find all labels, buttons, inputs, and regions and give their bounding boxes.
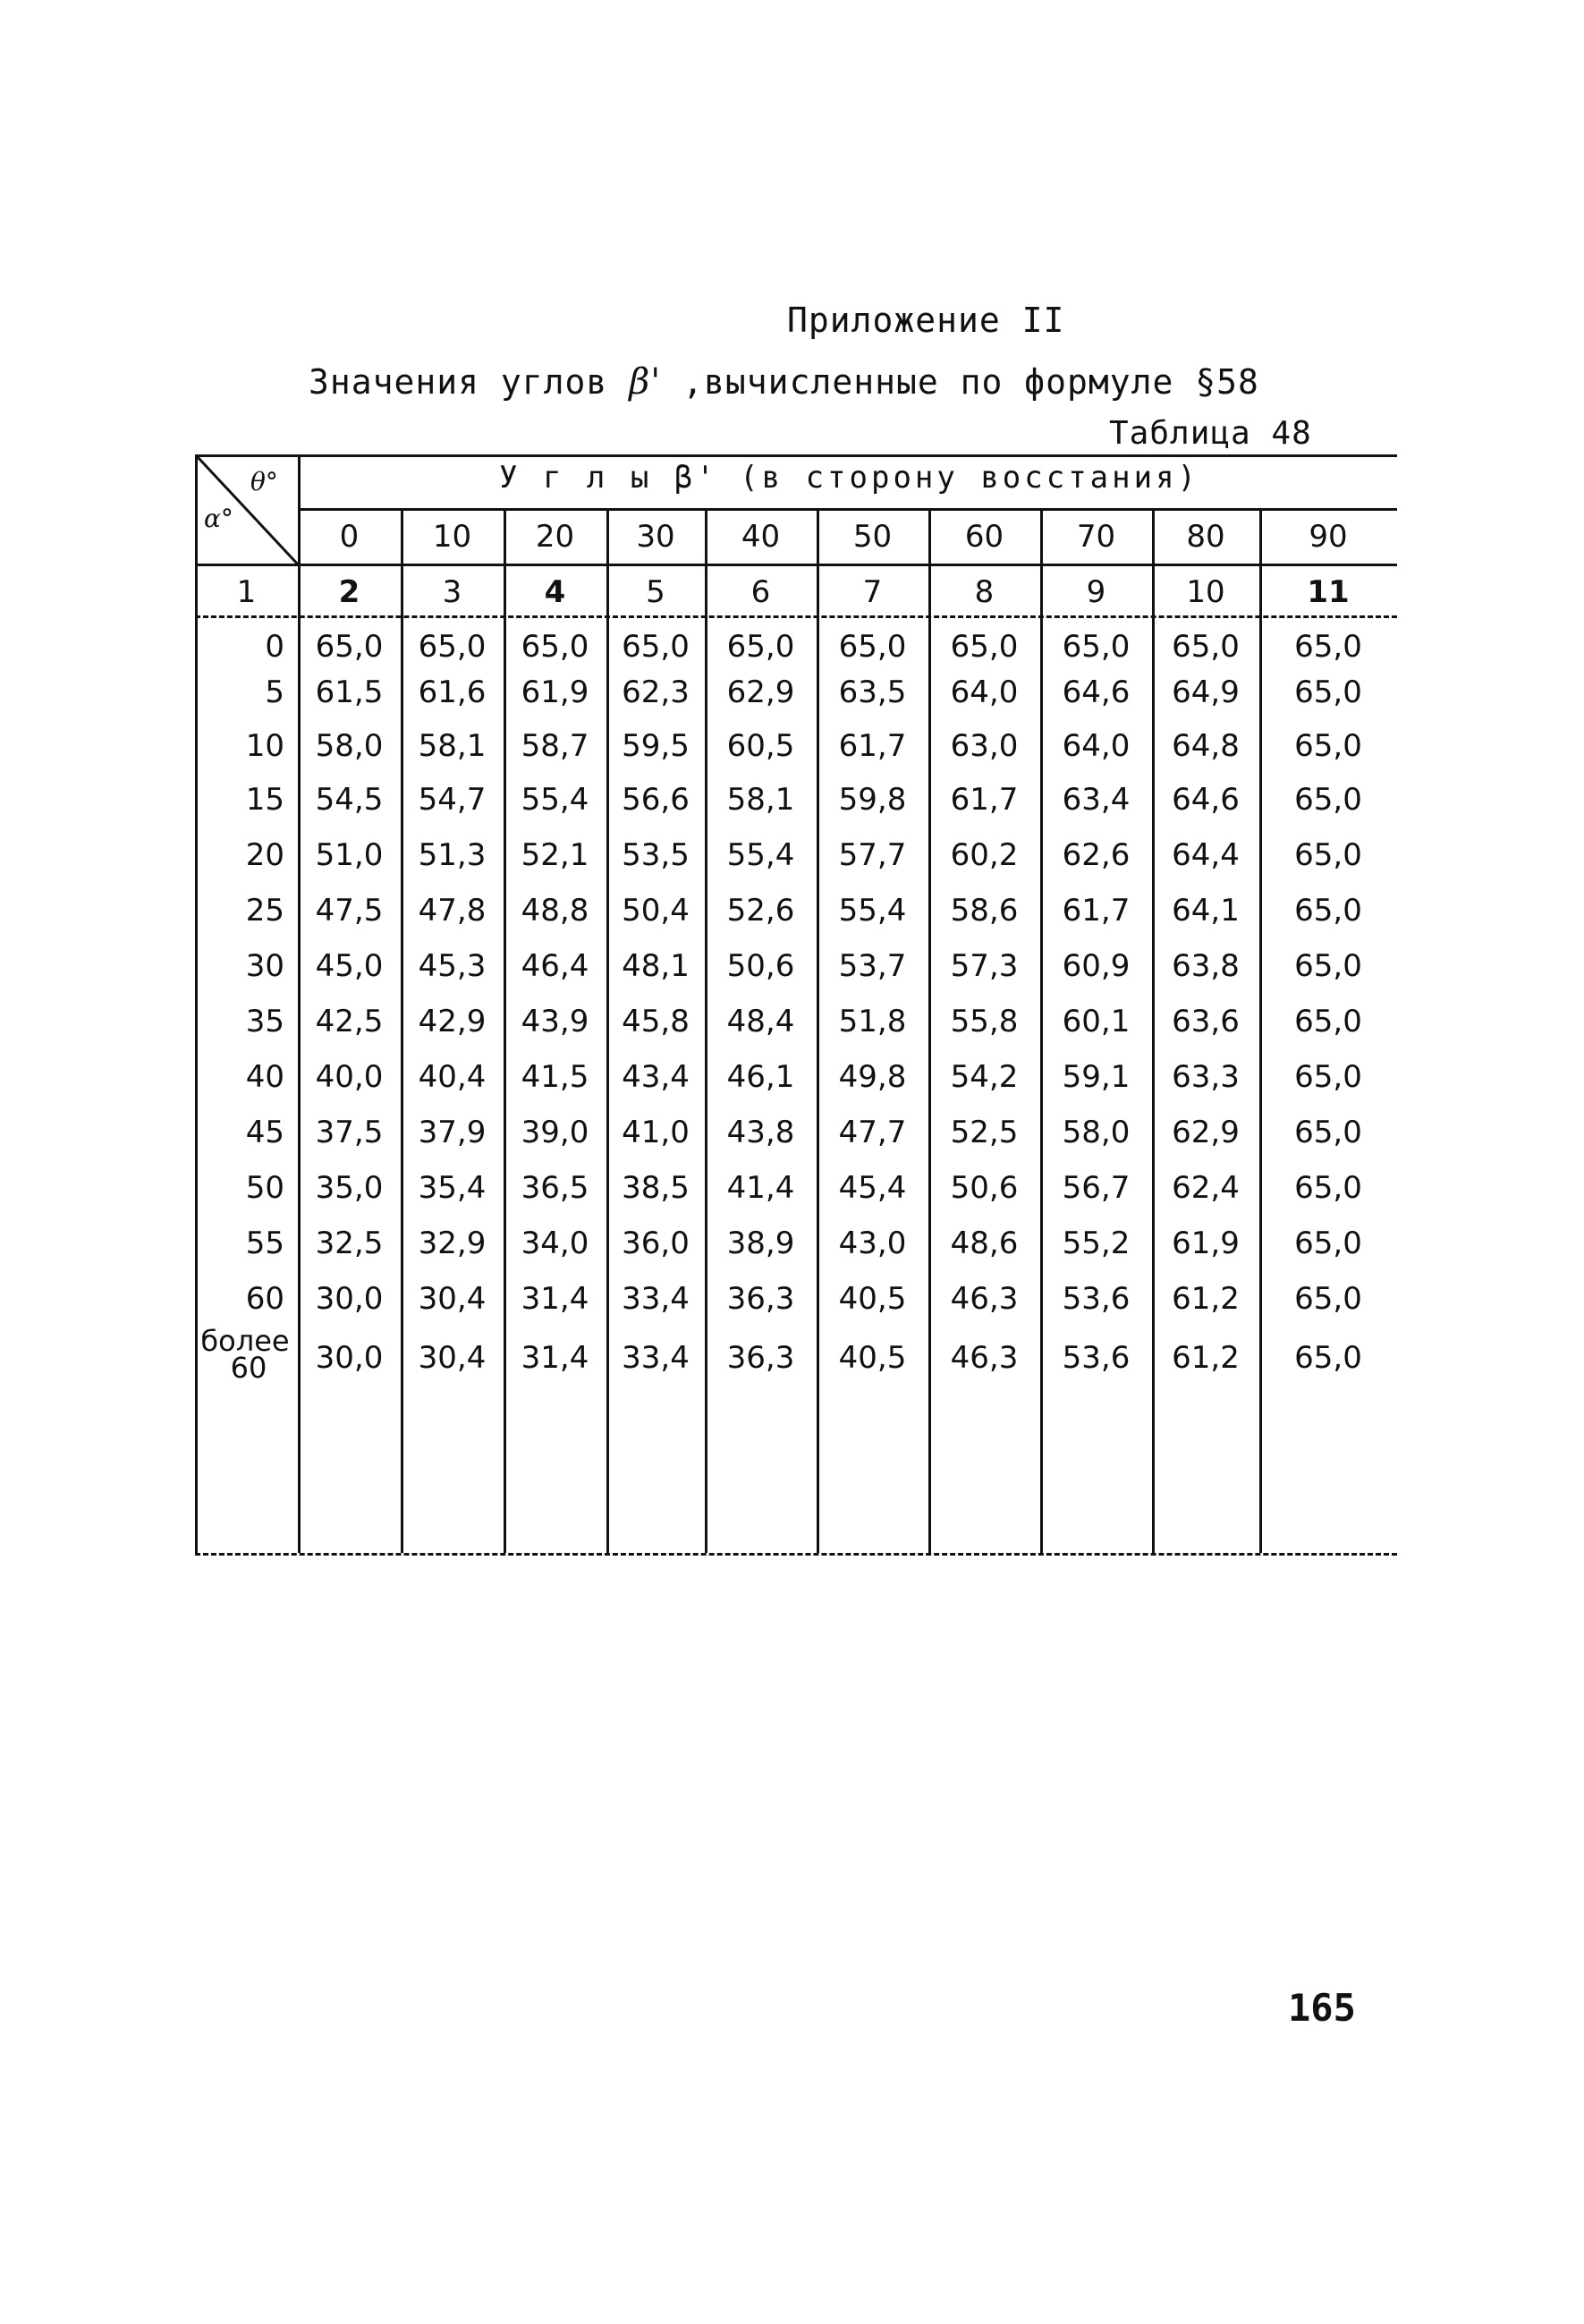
column-number-cell: 3 xyxy=(442,574,462,610)
table-cell: 38,9 xyxy=(726,1226,795,1261)
table-cell: 53,7 xyxy=(838,948,907,984)
table-cell: 46,3 xyxy=(950,1340,1019,1376)
table-cell: 34,0 xyxy=(521,1226,589,1261)
table-cell: 61,6 xyxy=(418,674,487,710)
table-cell: 61,5 xyxy=(315,674,384,710)
table-cell: 64,1 xyxy=(1172,893,1240,929)
table-cell: 38,5 xyxy=(622,1170,690,1206)
table-cell: 65,0 xyxy=(1294,1115,1362,1150)
angles-table xyxy=(195,454,1397,1553)
table-cell: 58,0 xyxy=(315,728,384,764)
table-cell: 64,9 xyxy=(1172,674,1240,710)
table-cell: 65,0 xyxy=(1172,629,1240,665)
table-cell: 42,9 xyxy=(418,1004,487,1039)
table-cell: 37,9 xyxy=(418,1115,487,1150)
table-cell: 63,0 xyxy=(950,728,1019,764)
row-alpha-label: 15 xyxy=(245,782,284,818)
table-cell: 52,1 xyxy=(521,837,589,873)
row-alpha-label: 30 xyxy=(245,948,284,984)
table-cell: 47,5 xyxy=(315,893,384,929)
table-top-border xyxy=(195,454,1397,457)
theta-header-cell: 0 xyxy=(339,519,360,555)
table-cell: 65,0 xyxy=(838,629,907,665)
row-alpha-label: 45 xyxy=(245,1115,284,1150)
table-cell: 58,7 xyxy=(521,728,589,764)
table-cell: 60,1 xyxy=(1062,1004,1131,1039)
table-cell: 47,7 xyxy=(838,1115,907,1150)
table-cell: 61,7 xyxy=(950,782,1019,818)
table-cell: 61,7 xyxy=(838,728,907,764)
row-alpha-label: 25 xyxy=(245,893,284,929)
table-cell: 55,2 xyxy=(1062,1226,1131,1261)
table-cell: 32,9 xyxy=(418,1226,487,1261)
table-cell: 57,3 xyxy=(950,948,1019,984)
table-cell: 48,1 xyxy=(622,948,690,984)
table-cell: 63,6 xyxy=(1172,1004,1240,1039)
table-cell: 64,8 xyxy=(1172,728,1240,764)
theta-header-cell: 10 xyxy=(432,519,472,555)
table-cell: 45,8 xyxy=(622,1004,690,1039)
table-cell: 59,5 xyxy=(622,728,690,764)
table-cell: 35,0 xyxy=(315,1170,384,1206)
row-alpha-label: 40 xyxy=(245,1059,284,1095)
table-cell: 56,6 xyxy=(622,782,690,818)
table-cell: 36,3 xyxy=(726,1281,795,1317)
table-cell: 62,4 xyxy=(1172,1170,1240,1206)
table-cell: 40,4 xyxy=(418,1059,487,1095)
column-number-cell: 5 xyxy=(646,574,665,610)
table-cell: 62,3 xyxy=(622,674,690,710)
theta-header-cell: 80 xyxy=(1186,519,1225,555)
dashed-divider xyxy=(195,615,1397,618)
table-cell: 30,4 xyxy=(418,1340,487,1376)
theta-header-cell: 70 xyxy=(1076,519,1116,555)
table-cell: 36,0 xyxy=(622,1226,690,1261)
table-cell: 61,2 xyxy=(1172,1340,1240,1376)
table-cell: 53,5 xyxy=(622,837,690,873)
row-alpha-label: 20 xyxy=(245,837,284,873)
table-cell: 58,1 xyxy=(418,728,487,764)
row-alpha-label: 60 xyxy=(230,1351,267,1385)
corner-alpha-label: α° xyxy=(204,504,233,533)
table-cell: 45,4 xyxy=(838,1170,907,1206)
table-cell: 48,4 xyxy=(726,1004,795,1039)
theta-header-cell: 20 xyxy=(535,519,575,555)
column-number-cell: 10 xyxy=(1186,574,1225,610)
row-alpha-label: 0 xyxy=(265,629,284,665)
row-alpha-label: 60 xyxy=(245,1281,284,1317)
table-cell: 40,0 xyxy=(315,1059,384,1095)
table-cell: 51,0 xyxy=(315,837,384,873)
row-alpha-label: 50 xyxy=(245,1170,284,1206)
table-cell: 49,8 xyxy=(838,1059,907,1095)
header-divider xyxy=(298,508,1397,511)
table-cell: 31,4 xyxy=(521,1340,589,1376)
table-cell: 46,3 xyxy=(950,1281,1019,1317)
span-header: У г л ы β' (в сторону восстания) xyxy=(499,460,1200,496)
table-cell: 37,5 xyxy=(315,1115,384,1150)
table-cell: 43,4 xyxy=(622,1059,690,1095)
table-cell: 65,0 xyxy=(622,629,690,665)
table-cell: 58,6 xyxy=(950,893,1019,929)
table-cell: 65,0 xyxy=(1294,782,1362,818)
table-cell: 31,4 xyxy=(521,1281,589,1317)
row-alpha-label: 35 xyxy=(245,1004,284,1039)
page-number: 165 xyxy=(1288,1986,1356,2030)
table-cell: 64,0 xyxy=(950,674,1019,710)
table-cell: 36,5 xyxy=(521,1170,589,1206)
table-cell: 47,8 xyxy=(418,893,487,929)
column-number-cell: 9 xyxy=(1086,574,1106,610)
table-cell: 65,0 xyxy=(1294,674,1362,710)
theta-header-cell: 30 xyxy=(636,519,675,555)
table-cell: 61,2 xyxy=(1172,1281,1240,1317)
table-cell: 36,3 xyxy=(726,1340,795,1376)
table-cell: 65,0 xyxy=(1294,1281,1362,1317)
table-cell: 51,3 xyxy=(418,837,487,873)
table-cell: 41,5 xyxy=(521,1059,589,1095)
table-cell: 62,9 xyxy=(726,674,795,710)
table-cell: 65,0 xyxy=(418,629,487,665)
table-cell: 48,8 xyxy=(521,893,589,929)
table-cell: 64,4 xyxy=(1172,837,1240,873)
table-cell: 41,0 xyxy=(622,1115,690,1150)
table-cell: 35,4 xyxy=(418,1170,487,1206)
table-cell: 64,6 xyxy=(1172,782,1240,818)
table-left-border xyxy=(195,454,198,1553)
table-cell: 56,7 xyxy=(1062,1170,1131,1206)
table-cell: 54,2 xyxy=(950,1059,1019,1095)
table-cell: 45,0 xyxy=(315,948,384,984)
column-number-cell: 6 xyxy=(750,574,771,610)
table-cell: 64,0 xyxy=(1062,728,1131,764)
table-bottom-dashed xyxy=(195,1553,1397,1556)
table-cell: 65,0 xyxy=(950,629,1019,665)
column-number-cell: 7 xyxy=(862,574,883,610)
table-cell: 33,4 xyxy=(622,1281,690,1317)
table-cell: 45,3 xyxy=(418,948,487,984)
table-cell: 61,7 xyxy=(1062,893,1131,929)
table-cell: 30,4 xyxy=(418,1281,487,1317)
table-cell: 50,6 xyxy=(726,948,795,984)
title-suffix: ,вычисленные по формуле §58 xyxy=(661,362,1259,402)
table-number: Таблица 48 xyxy=(1109,415,1312,452)
table-cell: 65,0 xyxy=(1294,948,1362,984)
table-cell: 63,4 xyxy=(1062,782,1131,818)
table-title xyxy=(309,361,1259,403)
table-cell: 65,0 xyxy=(521,629,589,665)
table-cell: 64,6 xyxy=(1062,674,1131,710)
table-cell: 65,0 xyxy=(1294,893,1362,929)
table-cell: 55,8 xyxy=(950,1004,1019,1039)
table-cell: 52,6 xyxy=(726,893,795,929)
table-cell: 65,0 xyxy=(726,629,795,665)
table-cell: 41,4 xyxy=(726,1170,795,1206)
row-alpha-label: 55 xyxy=(245,1226,284,1261)
table-cell: 52,5 xyxy=(950,1115,1019,1150)
table-cell: 33,4 xyxy=(622,1340,690,1376)
table-cell: 63,5 xyxy=(838,674,907,710)
theta-header-cell: 40 xyxy=(741,519,781,555)
table-cell: 30,0 xyxy=(315,1281,384,1317)
table-cell: 55,4 xyxy=(726,837,795,873)
table-cell: 50,6 xyxy=(950,1170,1019,1206)
table-cell: 55,4 xyxy=(838,893,907,929)
table-cell: 60,5 xyxy=(726,728,795,764)
table-cell: 46,4 xyxy=(521,948,589,984)
table-cell: 60,2 xyxy=(950,837,1019,873)
table-cell: 65,0 xyxy=(1294,1340,1362,1376)
table-cell: 50,4 xyxy=(622,893,690,929)
table-cell: 51,8 xyxy=(838,1004,907,1039)
colnum-divider xyxy=(195,564,1397,566)
appendix-label: Приложение II xyxy=(787,301,1065,340)
table-cell: 30,0 xyxy=(315,1340,384,1376)
table-cell: 63,8 xyxy=(1172,948,1240,984)
table-cell: 65,0 xyxy=(1294,1004,1362,1039)
table-cell: 32,5 xyxy=(315,1226,384,1261)
table-cell: 53,6 xyxy=(1062,1281,1131,1317)
table-cell: 65,0 xyxy=(1294,837,1362,873)
table-cell: 42,5 xyxy=(315,1004,384,1039)
table-cell: 40,5 xyxy=(838,1281,907,1317)
table-cell: 46,1 xyxy=(726,1059,795,1095)
table-cell: 43,0 xyxy=(838,1226,907,1261)
table-cell: 53,6 xyxy=(1062,1340,1131,1376)
column-number-cell: 4 xyxy=(544,574,566,610)
table-cell: 63,3 xyxy=(1172,1059,1240,1095)
table-cell: 58,0 xyxy=(1062,1115,1131,1150)
table-cell: 65,0 xyxy=(1294,1226,1362,1261)
table-cell: 65,0 xyxy=(1294,1170,1362,1206)
table-cell: 48,6 xyxy=(950,1226,1019,1261)
table-cell: 65,0 xyxy=(1294,1059,1362,1095)
table-cell: 65,0 xyxy=(1294,728,1362,764)
table-cell: 65,0 xyxy=(1294,629,1362,665)
theta-header-cell: 50 xyxy=(852,519,893,555)
beta-symbol: β' xyxy=(629,361,662,403)
table-cell: 39,0 xyxy=(521,1115,589,1150)
table-cell: 62,6 xyxy=(1062,837,1131,873)
row-alpha-label: 5 xyxy=(265,674,284,710)
table-cell: 61,9 xyxy=(521,674,589,710)
table-cell: 40,5 xyxy=(838,1340,907,1376)
column-number-cell: 11 xyxy=(1307,574,1350,610)
table-cell: 54,5 xyxy=(315,782,384,818)
table-cell: 57,7 xyxy=(838,837,907,873)
table-cell: 43,8 xyxy=(726,1115,795,1150)
table-cell: 65,0 xyxy=(1062,629,1131,665)
table-cell: 58,1 xyxy=(726,782,795,818)
table-cell: 60,9 xyxy=(1062,948,1131,984)
theta-header-cell: 60 xyxy=(964,519,1004,555)
title-prefix: Значения углов xyxy=(309,362,630,402)
table-cell: 59,1 xyxy=(1062,1059,1131,1095)
column-number-cell: 8 xyxy=(974,574,995,610)
table-cell: 43,9 xyxy=(521,1004,589,1039)
row-alpha-label: более xyxy=(200,1324,290,1358)
row-alpha-label: 10 xyxy=(245,728,284,764)
column-number-cell: 2 xyxy=(338,574,360,610)
column-number-cell: 1 xyxy=(236,574,257,610)
table-cell: 61,9 xyxy=(1172,1226,1240,1261)
table-cell: 62,9 xyxy=(1172,1115,1240,1150)
theta-header-cell: 90 xyxy=(1309,519,1348,555)
table-cell: 59,8 xyxy=(838,782,907,818)
table-cell: 54,7 xyxy=(418,782,487,818)
corner-theta-label: θ° xyxy=(250,467,278,496)
table-cell: 55,4 xyxy=(521,782,589,818)
table-cell: 65,0 xyxy=(315,629,384,665)
